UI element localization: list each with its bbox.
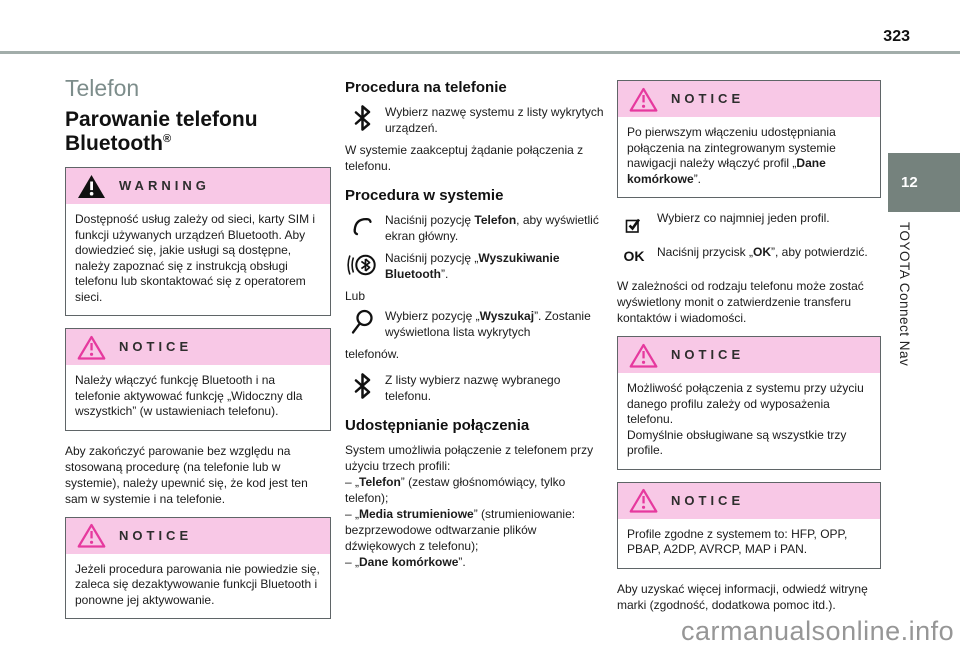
warning-triangle-icon (77, 174, 106, 199)
chapter-tab-number: 12 (901, 174, 918, 191)
section-heading-text: Parowanie telefonu Bluetooth (65, 108, 258, 155)
profile-list-item: – „Dane komórkowe”. (345, 555, 466, 569)
bluetooth-icon (346, 105, 378, 131)
notice-text: Po pierwszym włączeniu udostępniania połączenia na zintegrowanym systemie nawigacji należy włączyć profil „Dane komórkowe”. (627, 125, 836, 186)
phone-handset-icon (346, 213, 378, 239)
watermark-text: carmanualsonline.info (681, 616, 955, 646)
notice-text-line: Możliwość połączenia z systemu przy użyciu danego profilu zależy od wyposażenia telefonu. (627, 381, 864, 426)
notice-box-2 (65, 517, 331, 620)
notice-box-header (66, 329, 330, 365)
notice-text: Jeżeli procedura parowania nie powiedzie się, zaleca się dezaktywowanie funkcji Bluetooth i ponowne jej aktywowanie. (75, 561, 320, 607)
notice-box-3 (617, 80, 881, 198)
step-text: Wybierz co najmniej jeden profil. (657, 211, 830, 225)
step-search (345, 308, 609, 340)
registered-mark: ® (162, 132, 172, 145)
step-select-system (345, 104, 609, 136)
body-paragraph: W systemie zaakceptuj żądanie połączenia z telefonu. (345, 143, 584, 173)
column-left (65, 75, 331, 631)
step-select-profile (617, 210, 881, 238)
notice-triangle-icon (77, 335, 106, 360)
page-title: Telefon (65, 75, 140, 101)
notice-box-header (66, 518, 330, 554)
step-text: Naciśnij pozycję Telefon, aby wyświetlić ekran główny. (385, 213, 599, 243)
profile-list-item: – „Telefon” (zestaw głośnomówiący, tylko telefon); (345, 475, 566, 505)
profile-list-item: – „Media strumieniowe” (strumieniowanie: bezprzewodowe odtwarzanie plików dźwiękowych z telefonu); (345, 507, 576, 553)
body-paragraph: telefonów. (345, 347, 400, 361)
column-middle (345, 78, 609, 570)
magnifier-icon (346, 309, 378, 336)
body-paragraph: Aby uzyskać więcej informacji, odwiedź witrynę marki (zgodność, dodatkowa pomoc itd.). (617, 581, 868, 612)
chapter-tab (888, 153, 960, 212)
subsection-heading: Procedura w systemie (345, 187, 504, 204)
notice-text (618, 373, 880, 469)
section-heading (65, 108, 331, 155)
warning-text: Dostępność usług zależy od sieci, karty SIM i funkcji używanych urządzeń Bluetooth. Aby dowiedzieć się, jakie usługi są dostępne, należy zapoznać się z instrukcją obsługi telefonu lub skontaktować się z operatorem sieci. (75, 212, 316, 304)
notice-box-4 (617, 336, 881, 470)
header-rule (0, 51, 960, 54)
notice-triangle-icon (629, 488, 658, 513)
warning-box (65, 167, 331, 316)
body-paragraph: System umożliwia połączenie z telefonem przy użyciu trzech profili: (345, 443, 594, 473)
body-paragraph: Aby zakończyć parowanie bez względu na stosowaną procedurę (na telefonie lub w systemie), należy upewnić się, że kod jest ten sam w systemie i na telefonie. (65, 443, 308, 506)
notice-text-line: Domyślnie obsługiwane są wszystkie trzy profile. (627, 427, 847, 457)
notice-text: Profile zgodne z systemem to: HFP, OPP, PBAP, A2DP, AVRCP, MAP i PAN. (627, 526, 848, 556)
page-number: 323 (883, 28, 910, 45)
subsection-heading: Udostępnianie połączenia (345, 417, 530, 434)
step-text: Wybierz nazwę systemu z listy wykrytych urządzeń. (385, 105, 604, 135)
bluetooth-search-icon (346, 251, 378, 278)
warning-box-header (66, 168, 330, 204)
chapter-side-label: TOYOTA Connect Nav (897, 222, 912, 367)
column-right (617, 80, 881, 623)
notice-label: NOTICE (671, 347, 745, 362)
notice-triangle-icon (629, 343, 658, 368)
step-text: Wybierz pozycję „Wyszukaj”. Zostanie wyświetlona lista wykrytych (385, 309, 591, 339)
ok-button-icon: OK (623, 248, 645, 264)
notice-box-1 (65, 328, 331, 431)
body-paragraph: Lub (345, 289, 366, 303)
notice-box-header (618, 337, 880, 373)
notice-triangle-icon (77, 523, 106, 548)
step-text: Z listy wybierz nazwę wybranego telefonu. (385, 373, 561, 403)
step-confirm-ok (617, 244, 881, 272)
step-bluetooth-search (345, 250, 609, 282)
step-select-phone (345, 372, 609, 404)
notice-label: NOTICE (119, 527, 193, 543)
notice-text: Należy włączyć funkcję Bluetooth i na telefonie aktywować funkcję „Widoczny dla wszystkich” (w ustawieniach telefonu). (75, 373, 303, 419)
notice-label: NOTICE (119, 339, 193, 355)
notice-triangle-icon (629, 87, 658, 112)
warning-label: WARNING (119, 178, 210, 194)
notice-box-header (618, 483, 880, 519)
subsection-heading: Procedura na telefonie (345, 79, 507, 96)
step-text: Naciśnij przycisk „OK”, aby potwierdzić. (657, 245, 868, 259)
notice-box-5 (617, 482, 881, 569)
body-paragraph: W zależności od rodzaju telefonu może zostać wyświetlony monit o zatwierdzenie transferu kontaktów i wiadomości. (617, 279, 864, 325)
step-press-telefon (345, 212, 609, 244)
checkbox-checked-icon (618, 216, 650, 234)
notice-box-header (618, 81, 880, 117)
notice-label: NOTICE (671, 492, 745, 508)
bluetooth-icon (346, 373, 378, 399)
step-text: Naciśnij pozycję „Wyszukiwanie Bluetooth”. (385, 251, 560, 281)
notice-label: NOTICE (671, 91, 745, 106)
